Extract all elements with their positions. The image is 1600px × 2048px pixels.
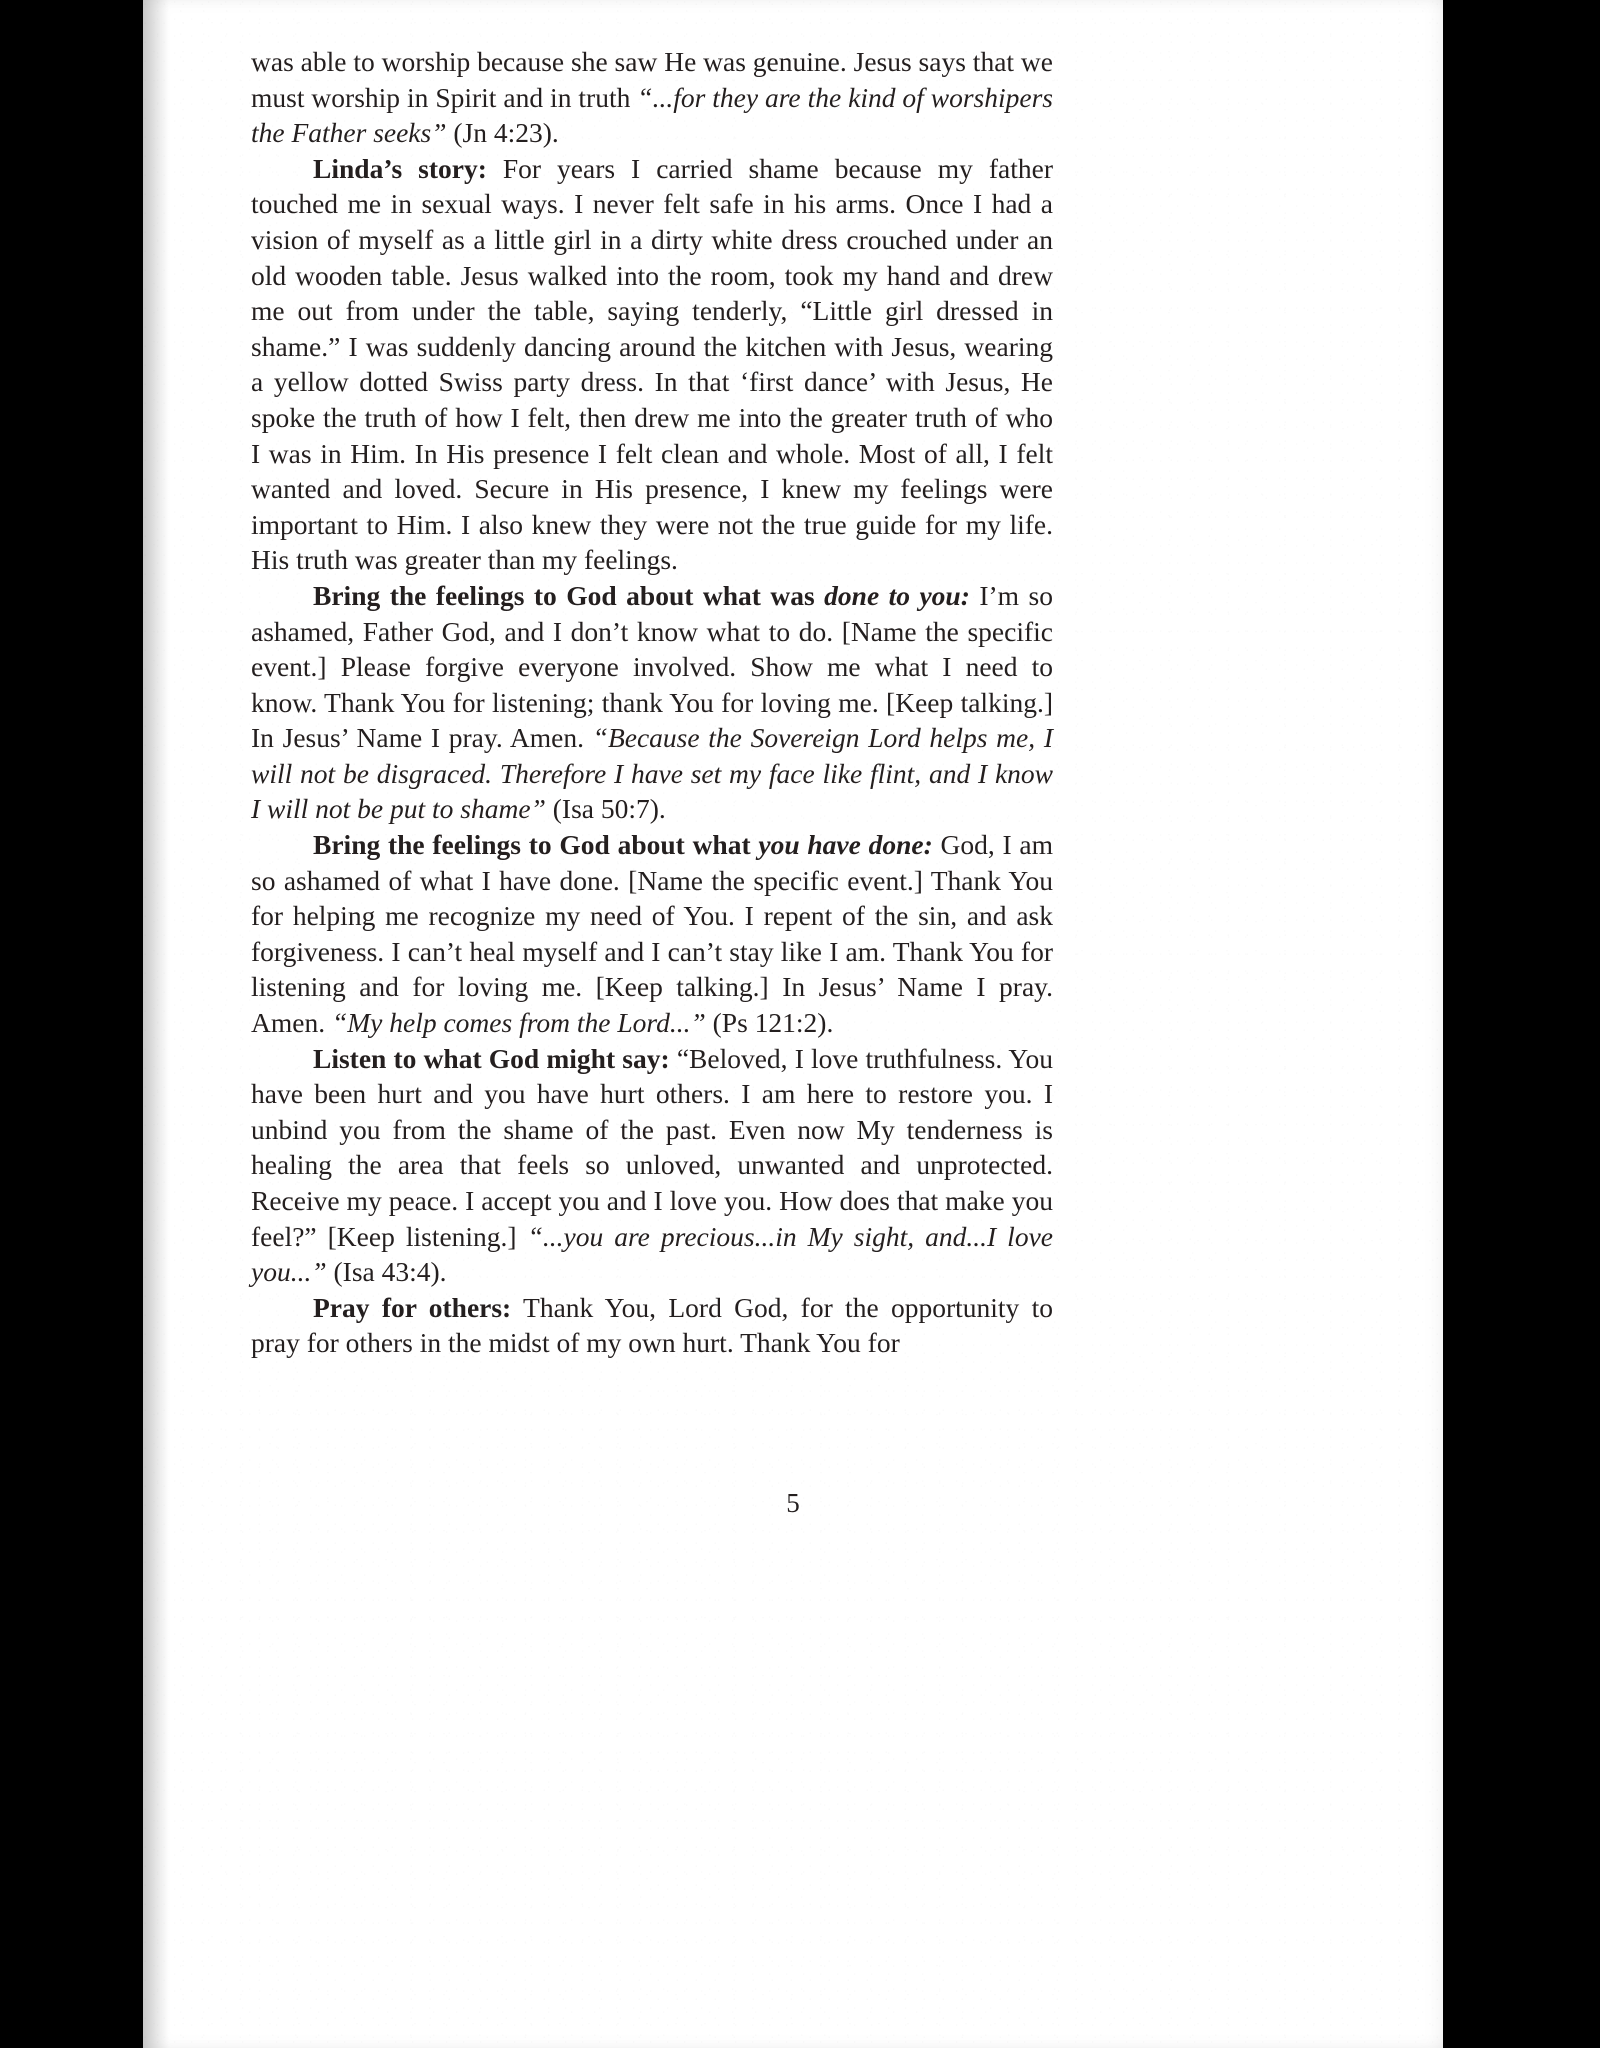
para-lindas-story-run-0: Linda’s story: [313, 152, 487, 184]
para-bring-feelings-done-to-you [251, 578, 1053, 827]
para-bring-feelings-done-to-you-run-2: I’m so ashamed, Father God, and I don’t know what to do. [Name the specific event.] Please forgive everyone involved. Show me what I need to know. Thank You for listening; thank You for loving me. [Keep talking.] In Jesus’ Name I pray. Amen. [251, 579, 1053, 754]
para-listen-to-god-run-1: “Beloved, I love truthfulness. You have been hurt and you have hurt others. I am here to restore you. I unbind you from the shame of the past. Even now My tenderness is healing the area that feels so unloved, unwanted and unprotected. Receive my peace. I accept you and I love you. How does that make you feel?” [Keep listening.] [251, 1042, 1053, 1252]
para-listen-to-god-run-2: “...you are precious...in My sight, and...I love you...” [251, 1220, 1053, 1288]
para-lindas-story-run-1: For years I carried shame because my father touched me in sexual ways. I never felt safe in his arms. Once I had a vision of myself as a little girl in a dirty white dress crouched under an old wooden table. Jesus walked into the room, took my hand and drew me out from under the table, saying tenderly, “Little girl dressed in shame.” I was suddenly dancing around the kitchen with Jesus, wearing a yellow dotted Swiss party dress. In that ‘first dance’ with Jesus, He spoke the truth of how I felt, then drew me into the greater truth of who I was in Him. In His presence I felt clean and whole. Most of all, I felt wanted and loved. Secure in His presence, I knew my feelings were important to Him. I also knew they were not the true guide for my life. His truth was greater than my feelings. [251, 152, 1053, 576]
page-gutter-shading [143, 0, 169, 2048]
para-bring-feelings-you-have-done-run-1: you have done: [758, 829, 933, 861]
letterbox-right [1443, 0, 1600, 2048]
para-worship-continued-run-2: (Jn 4:23). [446, 117, 559, 149]
page-number: 5 [786, 1488, 800, 1518]
para-listen-to-god [251, 1041, 1053, 1290]
para-bring-feelings-you-have-done-run-4: (Ps 121:2). [705, 1007, 834, 1039]
para-worship-continued [251, 44, 1053, 151]
para-pray-for-others-run-0: Pray for others: [313, 1291, 512, 1323]
para-pray-for-others [251, 1290, 1053, 1361]
para-worship-continued-run-0: was able to worship because she saw He was genuine. Jesus says that we must worship in Spirit and in truth [251, 46, 1053, 113]
para-bring-feelings-done-to-you-run-4: (Isa 50:7). [545, 793, 666, 825]
para-bring-feelings-you-have-done-run-0: Bring the feelings to God about what [313, 829, 759, 861]
para-worship-continued-run-1: “...for they are the kind of worshipers the Father seeks” [251, 81, 1054, 149]
para-bring-feelings-you-have-done-run-2: God, I am so ashamed of what I have done. [Name the specific event.] Thank You for helping me recognize my need of You. I repent of the sin, and ask forgiveness. I can’t heal myself and I can’t stay like I am. Thank You for listening and for loving me. [Keep talking.] In Jesus’ Name I pray. Amen. [251, 829, 1054, 1039]
letterbox-left [0, 0, 143, 2048]
body-text-column [251, 44, 1053, 1361]
para-listen-to-god-run-3: (Isa 43:4). [326, 1256, 447, 1288]
scanned-book-page [143, 0, 1443, 2048]
para-lindas-story [251, 151, 1053, 578]
para-listen-to-god-run-0: Listen to what God might say: [313, 1042, 670, 1074]
para-bring-feelings-done-to-you-run-3: “Because the Sovereign Lord helps me, I will not be disgraced. Therefore I have set my face like flint, and I know I will not be put to shame” [251, 722, 1053, 825]
para-bring-feelings-done-to-you-run-1: done to you: [824, 579, 970, 611]
para-bring-feelings-done-to-you-run-0: Bring the feelings to God about what was [313, 579, 825, 611]
para-bring-feelings-you-have-done [251, 827, 1053, 1041]
para-pray-for-others-run-1: Thank You, Lord God, for the opportunity to pray for others in the midst of my own hurt. Thank You for [251, 1291, 1053, 1359]
para-bring-feelings-you-have-done-run-3: “My help comes from the Lord...” [331, 1007, 706, 1039]
